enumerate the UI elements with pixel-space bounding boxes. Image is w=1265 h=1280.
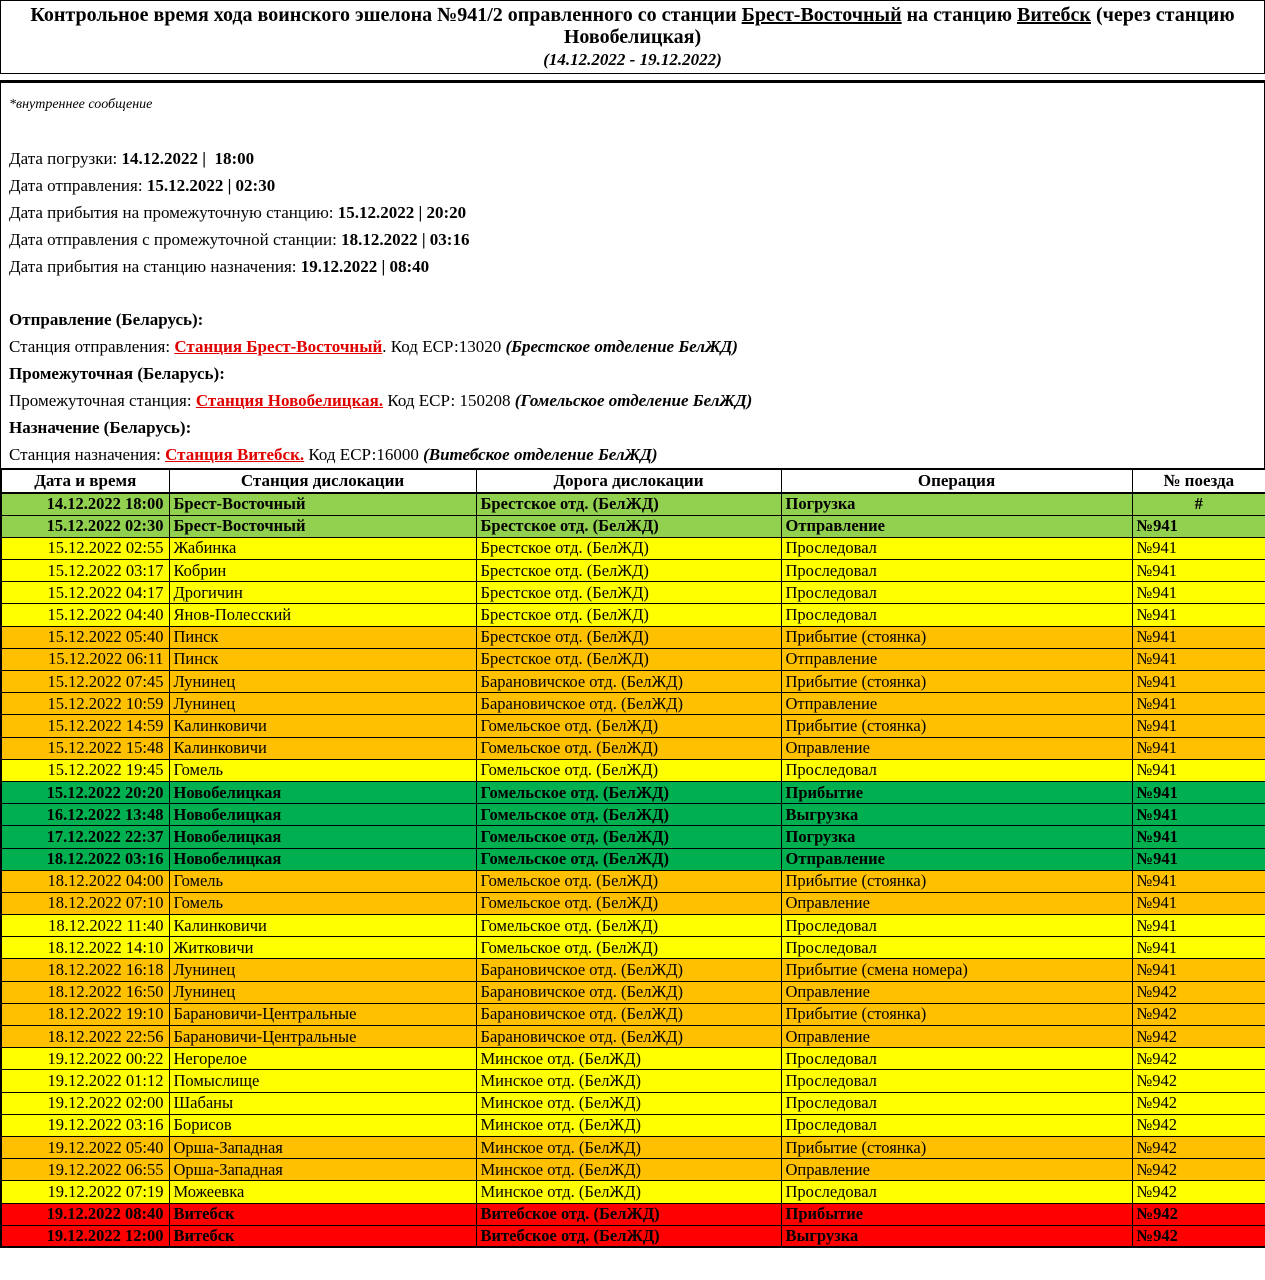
cell-station: Лунинец (169, 981, 476, 1003)
cell-road: Брестское отд. (БелЖД) (476, 648, 781, 670)
title-station-from: Брест-Восточный (741, 4, 902, 26)
cell-station: Помыслище (169, 1070, 476, 1092)
section-heading-intermediate: Промежуточная (Беларусь): (9, 364, 225, 383)
cell-train: №942 (1132, 981, 1265, 1003)
cell-train: №941 (1132, 515, 1265, 537)
cell-station: Новобелицкая (169, 848, 476, 870)
cell-train: №941 (1132, 826, 1265, 848)
summary-label: Дата погрузки: (9, 149, 122, 168)
cell-station: Новобелицкая (169, 781, 476, 803)
col-header-road: Дорога дислокации (476, 469, 781, 493)
cell-operation: Отправление (781, 693, 1132, 715)
cell-train: №941 (1132, 804, 1265, 826)
cell-operation: Прибытие (стоянка) (781, 626, 1132, 648)
station-link-vitebsk[interactable]: Станция Витебск. (165, 445, 305, 464)
cell-train: №942 (1132, 1092, 1265, 1114)
cell-datetime: 15.12.2022 20:20 (1, 781, 169, 803)
cell-station: Витебск (169, 1225, 476, 1247)
cell-road: Барановичское отд. (БелЖД) (476, 981, 781, 1003)
table-row (1, 1136, 1265, 1158)
table-row (1, 671, 1265, 693)
col-header-datetime: Дата и время (1, 469, 169, 493)
cell-operation: Выгрузка (781, 804, 1132, 826)
table-row (1, 626, 1265, 648)
table-row (1, 781, 1265, 803)
table-row (1, 515, 1265, 537)
cell-road: Брестское отд. (БелЖД) (476, 537, 781, 559)
cell-road: Барановичское отд. (БелЖД) (476, 1003, 781, 1025)
cell-datetime: 14.12.2022 18:00 (1, 493, 169, 515)
cell-road: Гомельское отд. (БелЖД) (476, 892, 781, 914)
table-row (1, 1181, 1265, 1203)
table-row (1, 1048, 1265, 1070)
title-text: Контрольное время хода воинского эшелона №941/2 оправленного со станции (30, 4, 742, 26)
cell-datetime: 19.12.2022 05:40 (1, 1136, 169, 1158)
cell-datetime: 19.12.2022 01:12 (1, 1070, 169, 1092)
col-header-train-number: № поезда (1132, 469, 1265, 493)
table-row (1, 892, 1265, 914)
cell-train: №941 (1132, 737, 1265, 759)
section-detail-destination (9, 441, 1256, 468)
table-row (1, 1159, 1265, 1181)
table-row (1, 737, 1265, 759)
cell-train: №942 (1132, 1159, 1265, 1181)
summary-line-loading (9, 145, 1256, 172)
cell-operation: Проследовал (781, 915, 1132, 937)
cell-datetime: 15.12.2022 03:17 (1, 560, 169, 582)
cell-station: Барановичи-Центральные (169, 1003, 476, 1025)
cell-datetime: 15.12.2022 19:45 (1, 759, 169, 781)
cell-datetime: 19.12.2022 07:19 (1, 1181, 169, 1203)
cell-station: Орша-Западная (169, 1159, 476, 1181)
table-row (1, 1092, 1265, 1114)
cell-station: Можеевка (169, 1181, 476, 1203)
station-division: (Гомельское отделение БелЖД) (514, 391, 753, 410)
route-sections (9, 306, 1256, 468)
cell-road: Гомельское отд. (БелЖД) (476, 915, 781, 937)
cell-train: №941 (1132, 648, 1265, 670)
cell-operation: Отправление (781, 848, 1132, 870)
cell-operation: Проследовал (781, 1092, 1132, 1114)
cell-operation: Прибытие (смена номера) (781, 959, 1132, 981)
section-detail-intermediate (9, 387, 1256, 414)
internal-note: *внутреннее сообщение (9, 97, 153, 112)
cell-road: Брестское отд. (БелЖД) (476, 582, 781, 604)
cell-datetime: 15.12.2022 02:30 (1, 515, 169, 537)
cell-station: Пинск (169, 648, 476, 670)
cell-station: Лунинец (169, 671, 476, 693)
cell-station: Борисов (169, 1114, 476, 1136)
cell-station: Пинск (169, 626, 476, 648)
cell-datetime: 16.12.2022 13:48 (1, 804, 169, 826)
table-row (1, 1203, 1265, 1225)
cell-train: №942 (1132, 1225, 1265, 1247)
cell-datetime: 18.12.2022 04:00 (1, 870, 169, 892)
summary-value: 18.12.2022 | 03:16 (341, 230, 470, 249)
cell-train: №941 (1132, 715, 1265, 737)
cell-road: Брестское отд. (БелЖД) (476, 604, 781, 626)
title-station-to: Витебск (1016, 4, 1091, 26)
cell-operation: Прибытие (стоянка) (781, 870, 1132, 892)
cell-datetime: 19.12.2022 03:16 (1, 1114, 169, 1136)
table-row (1, 804, 1265, 826)
cell-road: Барановичское отд. (БелЖД) (476, 671, 781, 693)
cell-train: №941 (1132, 959, 1265, 981)
station-link-novobelitskaya[interactable]: Станция Новобелицкая. (195, 391, 384, 410)
table-row (1, 1225, 1265, 1247)
cell-road: Брестское отд. (БелЖД) (476, 560, 781, 582)
cell-operation: Прибытие (стоянка) (781, 715, 1132, 737)
cell-train: №941 (1132, 626, 1265, 648)
cell-train: №942 (1132, 1114, 1265, 1136)
cell-datetime: 18.12.2022 14:10 (1, 937, 169, 959)
table-row (1, 1026, 1265, 1048)
cell-station: Житковичи (169, 937, 476, 959)
cell-datetime: 15.12.2022 10:59 (1, 693, 169, 715)
cell-datetime: 15.12.2022 07:45 (1, 671, 169, 693)
cell-train: №941 (1132, 848, 1265, 870)
table-row (1, 870, 1265, 892)
cell-datetime: 18.12.2022 16:50 (1, 981, 169, 1003)
cell-operation: Проследовал (781, 1181, 1132, 1203)
cell-operation: Проследовал (781, 560, 1132, 582)
table-header-row (1, 469, 1265, 493)
col-header-operation: Операция (781, 469, 1132, 493)
cell-operation: Проследовал (781, 604, 1132, 626)
table-row (1, 582, 1265, 604)
cell-station: Дрогичин (169, 582, 476, 604)
cell-train: №941 (1132, 671, 1265, 693)
station-code: Код ЕСР: 150208 (387, 391, 515, 410)
cell-train: №941 (1132, 937, 1265, 959)
cell-road: Минское отд. (БелЖД) (476, 1048, 781, 1070)
cell-road: Витебское отд. (БелЖД) (476, 1225, 781, 1247)
cell-road: Минское отд. (БелЖД) (476, 1181, 781, 1203)
table-row (1, 959, 1265, 981)
cell-datetime: 18.12.2022 03:16 (1, 848, 169, 870)
cell-datetime: 19.12.2022 00:22 (1, 1048, 169, 1070)
table-row (1, 604, 1265, 626)
cell-operation: Прибытие (781, 781, 1132, 803)
table-row (1, 915, 1265, 937)
station-label: Промежуточная станция: (9, 391, 196, 410)
cell-road: Гомельское отд. (БелЖД) (476, 804, 781, 826)
cell-operation: Проследовал (781, 537, 1132, 559)
summary-label: Дата отправления с промежуточной станции: (9, 230, 342, 249)
cell-operation: Прибытие (781, 1203, 1132, 1225)
cell-road: Гомельское отд. (БелЖД) (476, 937, 781, 959)
cell-station: Барановичи-Центральные (169, 1026, 476, 1048)
cell-train: №942 (1132, 1048, 1265, 1070)
document-title (9, 4, 1256, 48)
summary-label: Дата отправления: (9, 176, 147, 195)
cell-road: Барановичское отд. (БелЖД) (476, 1026, 781, 1048)
table-row (1, 1070, 1265, 1092)
cell-datetime: 15.12.2022 04:17 (1, 582, 169, 604)
section-heading-destination: Назначение (Беларусь): (9, 418, 192, 437)
station-code: Код ЕСР:13020 (390, 337, 506, 356)
cell-road: Барановичское отд. (БелЖД) (476, 959, 781, 981)
cell-train: №942 (1132, 1003, 1265, 1025)
summary-value: 15.12.2022 | 20:20 (337, 203, 467, 222)
cell-operation: Проследовал (781, 1114, 1132, 1136)
table-row (1, 693, 1265, 715)
cell-datetime: 19.12.2022 12:00 (1, 1225, 169, 1247)
cell-road: Гомельское отд. (БелЖД) (476, 848, 781, 870)
table-row (1, 981, 1265, 1003)
cell-operation: Выгрузка (781, 1225, 1132, 1247)
cell-station: Гомель (169, 759, 476, 781)
cell-datetime: 18.12.2022 07:10 (1, 892, 169, 914)
cell-train: №941 (1132, 870, 1265, 892)
cell-road: Минское отд. (БелЖД) (476, 1114, 781, 1136)
cell-station: Жабинка (169, 537, 476, 559)
cell-train: №942 (1132, 1203, 1265, 1225)
cell-station: Гомель (169, 892, 476, 914)
summary-line-departure (9, 172, 1256, 199)
cell-train: №942 (1132, 1181, 1265, 1203)
cell-datetime: 15.12.2022 04:40 (1, 604, 169, 626)
title-block (0, 0, 1265, 74)
station-division: (Брестское отделение БелЖД) (505, 337, 738, 356)
cell-station: Калинковичи (169, 915, 476, 937)
cell-train: №941 (1132, 582, 1265, 604)
cell-train: №941 (1132, 604, 1265, 626)
cell-train: №941 (1132, 915, 1265, 937)
cell-operation: Проследовал (781, 1048, 1132, 1070)
cell-operation: Прибытие (стоянка) (781, 671, 1132, 693)
cell-operation: Оправление (781, 1159, 1132, 1181)
cell-operation: Погрузка (781, 826, 1132, 848)
cell-station: Брест-Восточный (169, 515, 476, 537)
table-row (1, 560, 1265, 582)
cell-datetime: 15.12.2022 15:48 (1, 737, 169, 759)
cell-train: №941 (1132, 759, 1265, 781)
cell-operation: Погрузка (781, 493, 1132, 515)
cell-road: Минское отд. (БелЖД) (476, 1159, 781, 1181)
cell-station: Витебск (169, 1203, 476, 1225)
cell-road: Минское отд. (БелЖД) (476, 1092, 781, 1114)
cell-train: №942 (1132, 1070, 1265, 1092)
title-text: на станцию (901, 4, 1017, 26)
cell-road: Гомельское отд. (БелЖД) (476, 781, 781, 803)
cell-train: №942 (1132, 1136, 1265, 1158)
cell-operation: Оправление (781, 1026, 1132, 1048)
station-after: . (382, 337, 391, 356)
summary-line-intermediate-arrival (9, 199, 1256, 226)
table-row (1, 759, 1265, 781)
table-row (1, 715, 1265, 737)
section-heading-departure: Отправление (Беларусь): (9, 310, 204, 329)
cell-road: Минское отд. (БелЖД) (476, 1070, 781, 1092)
cell-road: Брестское отд. (БелЖД) (476, 515, 781, 537)
table-row (1, 493, 1265, 515)
table-row (1, 826, 1265, 848)
section-detail-departure (9, 333, 1256, 360)
cell-road: Брестское отд. (БелЖД) (476, 626, 781, 648)
table-row (1, 848, 1265, 870)
cell-operation: Оправление (781, 981, 1132, 1003)
station-code: Код ЕСР:16000 (308, 445, 424, 464)
cell-road: Гомельское отд. (БелЖД) (476, 737, 781, 759)
cell-station: Брест-Восточный (169, 493, 476, 515)
cell-station: Новобелицкая (169, 804, 476, 826)
schedule-table-body (1, 493, 1265, 1247)
schedule-table (0, 468, 1265, 1248)
cell-station: Лунинец (169, 693, 476, 715)
body-block (0, 80, 1265, 468)
cell-station: Гомель (169, 870, 476, 892)
cell-train: №941 (1132, 537, 1265, 559)
cell-train: # (1132, 493, 1265, 515)
cell-station: Негорелое (169, 1048, 476, 1070)
cell-station: Кобрин (169, 560, 476, 582)
cell-train: №941 (1132, 892, 1265, 914)
cell-datetime: 19.12.2022 08:40 (1, 1203, 169, 1225)
cell-datetime: 18.12.2022 16:18 (1, 959, 169, 981)
table-row (1, 648, 1265, 670)
cell-road: Минское отд. (БелЖД) (476, 1136, 781, 1158)
cell-station: Лунинец (169, 959, 476, 981)
cell-station: Орша-Западная (169, 1136, 476, 1158)
cell-datetime: 15.12.2022 14:59 (1, 715, 169, 737)
station-label: Станция отправления: (9, 337, 175, 356)
cell-operation: Проследовал (781, 1070, 1132, 1092)
cell-operation: Оправление (781, 737, 1132, 759)
cell-datetime: 15.12.2022 05:40 (1, 626, 169, 648)
cell-operation: Прибытие (стоянка) (781, 1003, 1132, 1025)
cell-road: Барановичское отд. (БелЖД) (476, 693, 781, 715)
cell-road: Брестское отд. (БелЖД) (476, 493, 781, 515)
cell-road: Гомельское отд. (БелЖД) (476, 826, 781, 848)
cell-operation: Отправление (781, 648, 1132, 670)
cell-datetime: 18.12.2022 22:56 (1, 1026, 169, 1048)
col-header-station: Станция дислокации (169, 469, 476, 493)
summary-value: 15.12.2022 | 02:30 (146, 176, 276, 195)
summary-label: Дата прибытия на станцию назначения: (9, 257, 301, 276)
summary-label: Дата прибытия на промежуточную станцию: (9, 203, 338, 222)
cell-station: Калинковичи (169, 737, 476, 759)
summary-line-destination-arrival (9, 253, 1256, 280)
cell-operation: Оправление (781, 892, 1132, 914)
cell-station: Янов-Полесский (169, 604, 476, 626)
cell-operation: Проследовал (781, 582, 1132, 604)
cell-datetime: 19.12.2022 06:55 (1, 1159, 169, 1181)
cell-train: №941 (1132, 560, 1265, 582)
summary-dates (9, 145, 1256, 280)
station-division: (Витебское отделение БелЖД) (423, 445, 658, 464)
cell-train: №942 (1132, 1026, 1265, 1048)
cell-station: Шабаны (169, 1092, 476, 1114)
cell-operation: Проследовал (781, 759, 1132, 781)
cell-road: Гомельское отд. (БелЖД) (476, 715, 781, 737)
cell-datetime: 17.12.2022 22:37 (1, 826, 169, 848)
cell-datetime: 18.12.2022 19:10 (1, 1003, 169, 1025)
title-text: (через станцию Новобелицкая) (563, 4, 1240, 48)
cell-train: №941 (1132, 781, 1265, 803)
cell-datetime: 15.12.2022 06:11 (1, 648, 169, 670)
cell-datetime: 19.12.2022 02:00 (1, 1092, 169, 1114)
cell-train: №941 (1132, 693, 1265, 715)
cell-road: Гомельское отд. (БелЖД) (476, 759, 781, 781)
table-row (1, 1114, 1265, 1136)
cell-station: Калинковичи (169, 715, 476, 737)
summary-line-intermediate-departure (9, 226, 1256, 253)
cell-datetime: 18.12.2022 11:40 (1, 915, 169, 937)
summary-value: 19.12.2022 | 08:40 (300, 257, 430, 276)
cell-operation: Отправление (781, 515, 1132, 537)
cell-datetime: 15.12.2022 02:55 (1, 537, 169, 559)
date-range: (14.12.2022 - 19.12.2022) (543, 50, 722, 69)
table-row (1, 1003, 1265, 1025)
cell-operation: Прибытие (стоянка) (781, 1136, 1132, 1158)
station-label: Станция назначения: (9, 445, 166, 464)
cell-road: Гомельское отд. (БелЖД) (476, 870, 781, 892)
cell-road: Витебское отд. (БелЖД) (476, 1203, 781, 1225)
station-link-brest[interactable]: Станция Брест-Восточный (174, 337, 383, 356)
cell-operation: Проследовал (781, 937, 1132, 959)
table-row (1, 937, 1265, 959)
summary-value: 14.12.2022 | 18:00 (121, 149, 255, 168)
cell-station: Новобелицкая (169, 826, 476, 848)
table-row (1, 537, 1265, 559)
